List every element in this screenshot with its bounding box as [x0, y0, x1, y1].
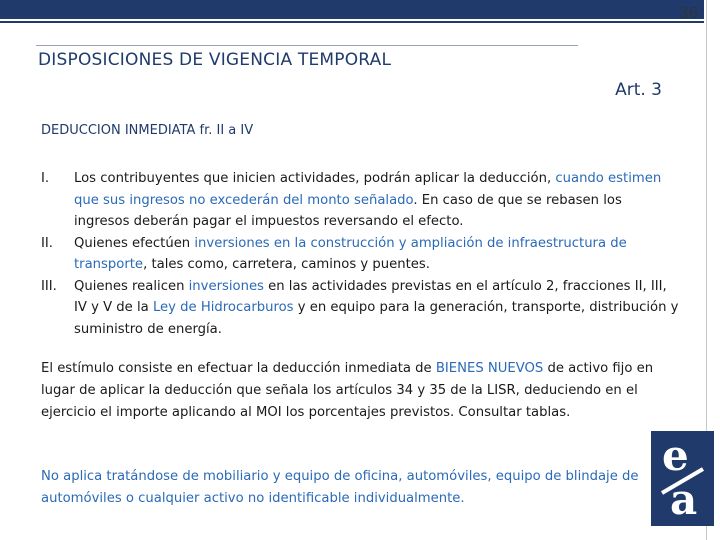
list-item — [41, 168, 681, 233]
article-label: Art. 3 — [615, 80, 662, 100]
section-subtitle: DEDUCCION INMEDIATA fr. II a IV — [41, 123, 254, 138]
text-segment: . En caso de que se rebasen los ingresos deberán pagar el impuestos reversando el efecto. — [74, 192, 622, 229]
logo-letter-e: e — [662, 431, 689, 480]
list-item-number: III. — [41, 278, 57, 294]
list-item — [41, 233, 681, 276]
logo-letter-a: a — [670, 475, 698, 524]
text-segment: Los contribuyentes que inicien actividades, podrán aplicar la deducción, — [74, 171, 556, 186]
text-segment: , tales como, carretera, caminos y puentes. — [143, 257, 430, 272]
text-segment: El estímulo consiste en efectuar la deducción inmediata de — [41, 361, 436, 376]
exclusion-paragraph: No aplica tratándose de mobiliario y equipo de oficina, automóviles, equipo de blindaje de automóviles o cualquier activo no identificable individualmente. — [41, 469, 639, 506]
title-divider — [36, 45, 578, 46]
top-bar-line — [0, 21, 704, 23]
list-item-number: II. — [41, 235, 53, 251]
text-segment: de activo fijo en lugar de aplicar la deducción que señala los artículos 34 y 35 de la LISR, deduciendo en el ejercicio el importe aplicando al MOI los porcentajes previstos. Consultar tablas. — [41, 361, 654, 420]
slide-title: DISPOSICIONES DE VIGENCIA TEMPORAL — [38, 50, 392, 70]
text-segment: y en equipo para la generación, transporte, distribución y suministro de energía. — [74, 300, 679, 337]
text-segment: en las actividades previstas en el artículo 2, fracciones II, III, IV y V de la — [74, 278, 667, 315]
top-bar — [0, 0, 704, 19]
list-item-number: I. — [41, 171, 50, 186]
ea-logo-icon — [651, 431, 714, 526]
highlighted-text: Ley de Hidrocarburos — [152, 300, 294, 315]
list-item — [41, 276, 681, 341]
stimulus-paragraph — [41, 358, 681, 424]
highlighted-text: inversiones en la construcción y ampliación de infraestructura de transporte — [74, 235, 627, 272]
highlighted-text: BIENES NUEVOS — [435, 361, 544, 376]
text-segment: Quienes realicen — [74, 278, 189, 294]
highlighted-text: inversiones — [188, 278, 264, 294]
page-number: 36 — [678, 4, 698, 22]
provision-list — [41, 168, 681, 340]
highlighted-text: cuando estimen que sus ingresos no excederán del monto señalado — [74, 171, 662, 208]
text-segment: Quienes efectúen — [74, 235, 195, 251]
